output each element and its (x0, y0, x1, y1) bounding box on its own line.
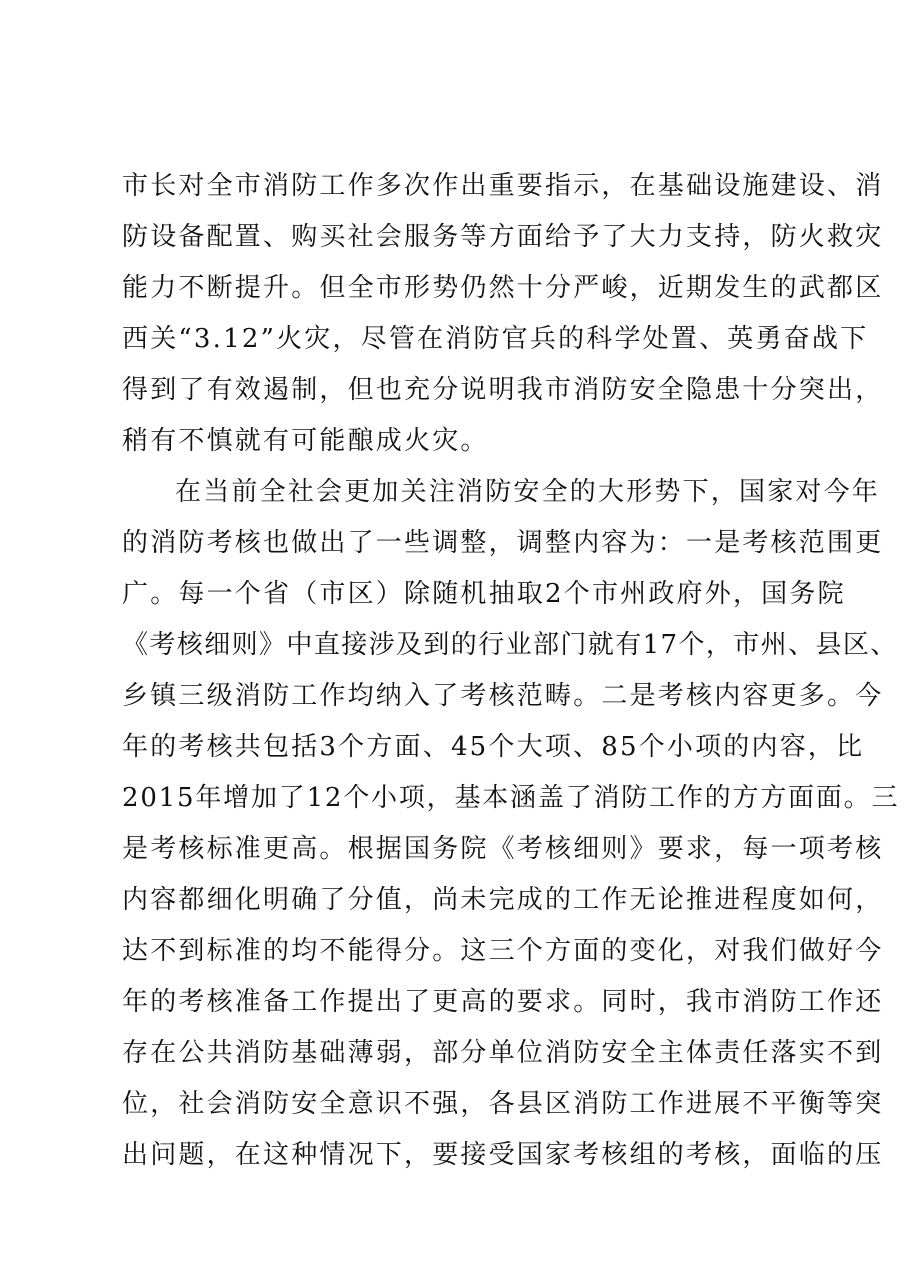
text-line: 年的考核准备工作提出了更高的要求。同时，我市消防工作还 (122, 987, 884, 1017)
text-line: 广。每一个省（市区）除随机抽取2个市州政府外，国务院 (122, 579, 846, 609)
text-line: 的消防考核也做出了一些调整，调整内容为：一是考核范围更 (122, 528, 884, 558)
text-line: 得到了有效遏制，但也充分说明我市消防安全隐患十分突出， (122, 375, 884, 405)
text-line: 《考核细则》中直接涉及到的行业部门就有17个，市州、县区、 (122, 630, 898, 660)
text-line: 在当前全社会更加关注消防安全的大形势下，国家对今年 (175, 477, 881, 507)
text-line: 出问题，在这种情况下，要接受国家考核组的考核，面临的压 (122, 1140, 884, 1170)
text-line: 达不到标准的均不能得分。这三个方面的变化，对我们做好今 (122, 936, 884, 966)
text-line: 存在公共消防基础薄弱，部分单位消防安全主体责任落实不到 (122, 1038, 884, 1068)
text-line: 西关“3.12”火灾，尽管在消防官兵的科学处置、英勇奋战下 (122, 324, 869, 354)
text-line: 稍有不慎就有可能酿成火灾。 (122, 426, 489, 456)
text-line: 能力不断提升。但全市形势仍然十分严峻，近期发生的武都区 (122, 273, 884, 303)
text-line: 2015年增加了12个小项，基本涵盖了消防工作的方方面面。三 (122, 783, 900, 813)
text-line: 是考核标准更高。根据国务院《考核细则》要求，每一项考核 (122, 834, 884, 864)
text-line: 位，社会消防安全意识不强，各县区消防工作进展不平衡等突 (122, 1089, 884, 1119)
text-line: 防设备配置、购买社会服务等方面给予了大力支持，防火救灾 (122, 222, 884, 252)
text-line: 乡镇三级消防工作均纳入了考核范畴。二是考核内容更多。今 (122, 681, 884, 711)
text-line: 市长对全市消防工作多次作出重要指示，在基础设施建设、消 (122, 171, 884, 201)
text-line: 内容都细化明确了分值，尚未完成的工作无论推进程度如何， (122, 885, 884, 915)
text-line: 年的考核共包括3个方面、45个大项、85个小项的内容，比 (122, 732, 865, 762)
